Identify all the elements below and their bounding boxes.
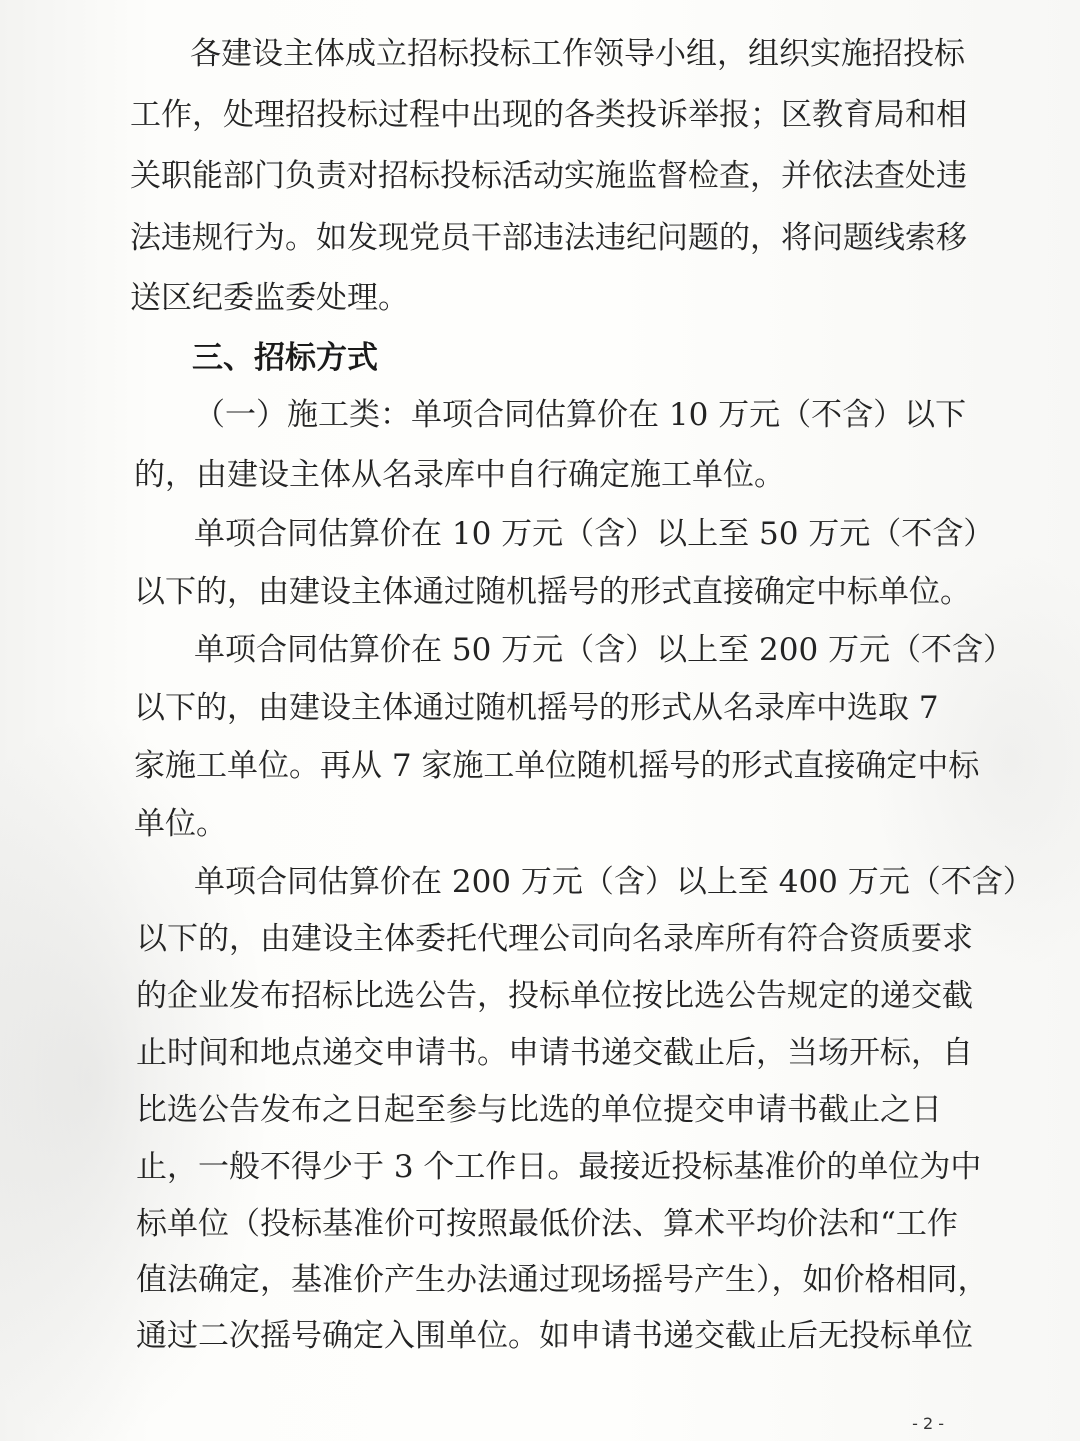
paragraph-line: 值法确定，基准价产生办法通过现场摇号产生），如价格相同， xyxy=(136,1262,989,1298)
paragraph-line: （一）施工类：单项合同估算价在 10 万元（不含）以下 xyxy=(194,397,967,433)
paragraph-line: 的企业发布招标比选公告，投标单位按比选公告规定的递交截 xyxy=(136,978,973,1014)
page-number: - 2 - xyxy=(912,1414,944,1433)
paragraph-line: 以下的，由建设主体委托代理公司向名录库所有符合资质要求 xyxy=(136,921,973,957)
paragraph-line: 比选公告发布之日起至参与比选的单位提交申请书截止之日 xyxy=(136,1092,942,1128)
paragraph-line: 标单位（投标基准价可按照最低价法、算术平均价法和“工作 xyxy=(136,1206,958,1242)
paragraph-line: 家施工单位。再从 7 家施工单位随机摇号的形式直接确定中标 xyxy=(134,748,980,784)
paragraph-line: 通过二次摇号确定入围单位。如申请书递交截止后无投标单位 xyxy=(136,1318,973,1354)
paragraph-line: 单项合同估算价在 10 万元（含）以上至 50 万元（不含） xyxy=(194,516,995,552)
paragraph-line: 单位。 xyxy=(134,806,227,842)
paragraph-line: 法违规行为。如发现党员干部违法违纪问题的，将问题线索移 xyxy=(130,220,967,256)
paragraph-line: 以下的，由建设主体通过随机摇号的形式从名录库中选取 7 xyxy=(134,690,939,726)
paragraph-line: 止时间和地点递交申请书。申请书递交截止后，当场开标，自 xyxy=(136,1035,973,1071)
paragraph-line: 关职能部门负责对招标投标活动实施监督检查，并依法查处违 xyxy=(130,158,967,194)
paragraph-line: 止，一般不得少于 3 个工作日。最接近投标基准价的单位为中 xyxy=(136,1149,982,1185)
paragraph-line: 以下的，由建设主体通过随机摇号的形式直接确定中标单位。 xyxy=(134,574,971,610)
paragraph-line: 单项合同估算价在 50 万元（含）以上至 200 万元（不含） xyxy=(194,632,1015,668)
paragraph-line: 送区纪委监委处理。 xyxy=(130,280,409,316)
paragraph-line: 各建设主体成立招标投标工作领导小组，组织实施招投标 xyxy=(190,36,965,72)
paragraph-line: 工作，处理招投标过程中出现的各类投诉举报；区教育局和相 xyxy=(130,97,967,133)
paragraph-line: 的，由建设主体从名录库中自行确定施工单位。 xyxy=(134,457,785,493)
paragraph-line: 单项合同估算价在 200 万元（含）以上至 400 万元（不含） xyxy=(194,864,1034,900)
section-heading: 三、招标方式 xyxy=(192,340,378,376)
